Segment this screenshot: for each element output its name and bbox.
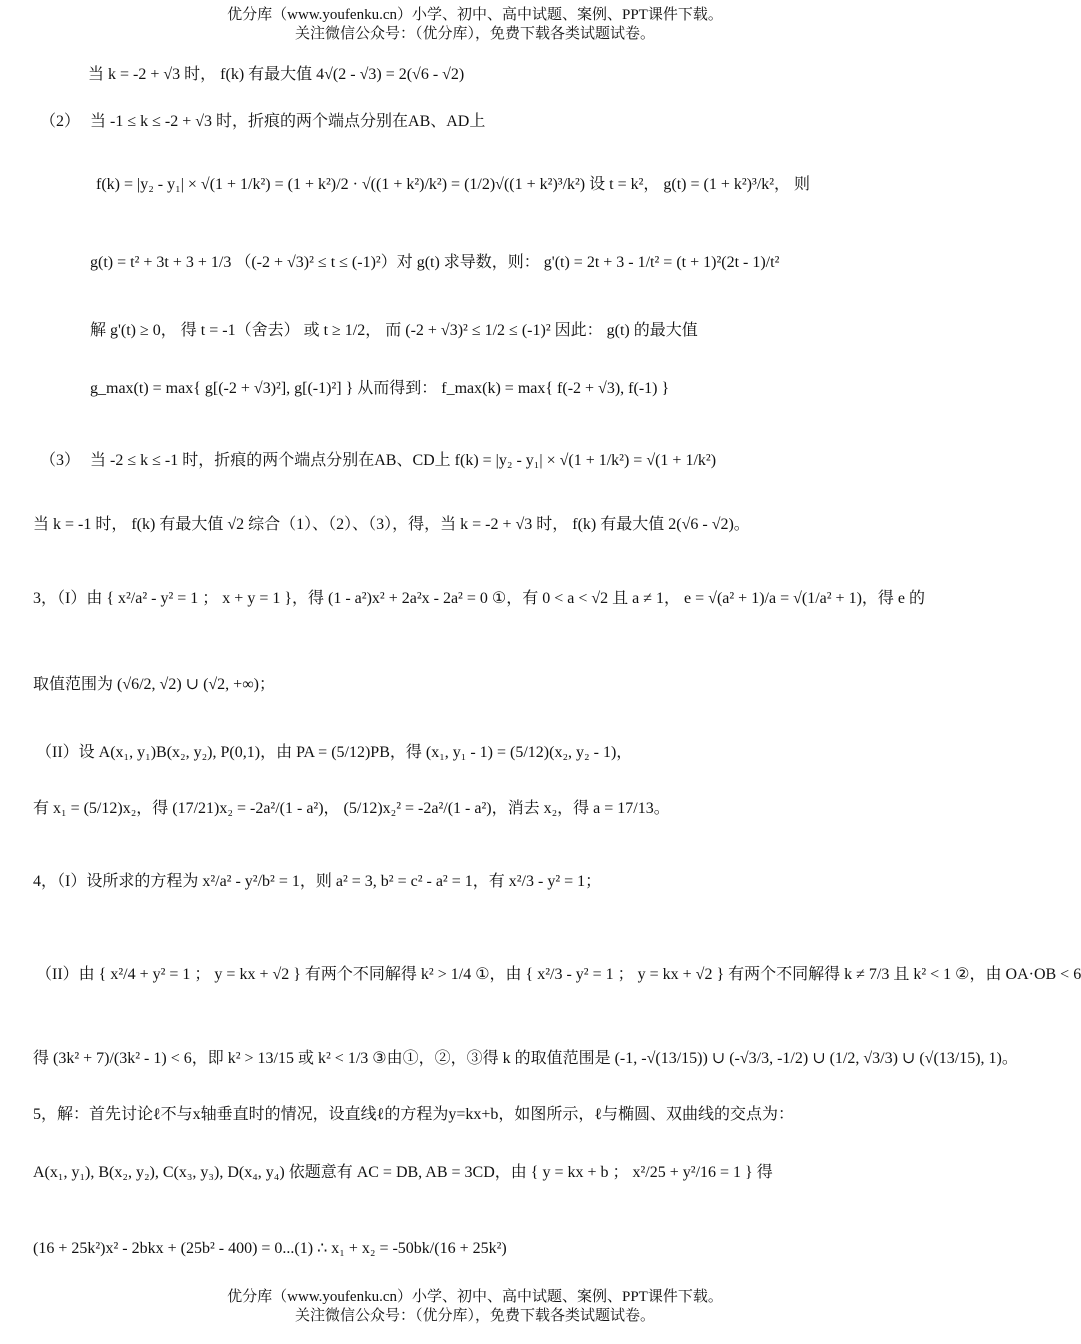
line-13: 4，（I）设所求的方程为 x²/a² - y²/b² = 1，则 a² = 3, b² = c² - a² = 1，有 x²/3 - y² = 1； xyxy=(33,873,602,890)
footer-line-1: 优分库（www.youfenku.cn）小学、初中、高中试题、案例、PPT课件下载。 xyxy=(227,1289,723,1305)
part-2-number: （2） xyxy=(40,113,81,130)
header-line-2: 关注微信公众号：（优分库），免费下载各类试题试卷。 xyxy=(294,26,655,42)
footer-line-2: 关注微信公众号：（优分库），免费下载各类试题试卷。 xyxy=(294,1308,655,1324)
line-02: 当 -1 ≤ k ≤ -2 + √3 时，折痕的两个端点分别在AB、AD上 xyxy=(90,113,486,130)
line-16: 5，解：首先讨论ℓ不与x轴垂直时的情况，设直线ℓ的方程为y=kx+b，如图所示，ℓ与椭圆、双曲线的交点为： xyxy=(33,1106,795,1123)
line-10: 取值范围为 (√6/2, √2) ∪ (√2, +∞)； xyxy=(33,676,275,693)
line-17: A(x₁, y₁), B(x₂, y₂), C(x₃, y₃), D(x₄, y₄) 依题意有 AC = DB, AB = 3CD，由 { y = kx + b ； x²/25 + y²/16 = 1 } 得 xyxy=(33,1164,773,1181)
page-footer xyxy=(0,1288,950,1326)
line-04: g(t) = t² + 3t + 3 + 1/3 （(-2 + √3)² ≤ t ≤ (-1)²）对 g(t) 求导数，则： g'(t) = 2t + 3 - 1/t² = (t + 1)²(2t - 1)/t² xyxy=(90,254,780,271)
line-07: 当 -2 ≤ k ≤ -1 时，折痕的两个端点分别在AB、CD上 f(k) = |y₂ - y₁| × √(1 + 1/k²) = √(1 + 1/k²) xyxy=(90,452,717,469)
line-18: (16 + 25k²)x² - 2bkx + (25b² - 400) = 0...(1) ∴ x₁ + x₂ = -50bk/(16 + 25k²) xyxy=(33,1240,507,1257)
part-3-number: （3） xyxy=(40,452,81,469)
line-14: （II）由 { x²/4 + y² = 1 ； y = kx + √2 } 有两个不同解得 k² > 1/4 ①，由 { x²/3 - y² = 1 ； y = kx + √2 } 有两个不同解得 k ≠ 7/3 且 k² < 1 ②，由 OA·OB < 6 xyxy=(36,966,1081,983)
line-09: 3，（I）由 { x²/a² - y² = 1 ； x + y = 1 }，得 (1 - a²)x² + 2a²x - 2a² = 0 ①，有 0 < a < √2 且 a ≠ 1， e = √(a² + 1)/a = √(1/a² + 1)，得 e 的 xyxy=(33,590,925,607)
line-08: 当 k = -1 时， f(k) 有最大值 √2 综合（1）、（2）、（3），得，当 k = -2 + √3 时， f(k) 有最大值 2(√6 - √2)。 xyxy=(33,516,750,533)
line-05: 解 g'(t) ≥ 0， 得 t = -1（舍去） 或 t ≥ 1/2， 而 (-2 + √3)² ≤ 1/2 ≤ (-1)² 因此： g(t) 的最大值 xyxy=(90,322,698,339)
header-line-1: 优分库（www.youfenku.cn）小学、初中、高中试题、案例、PPT课件下载。 xyxy=(227,7,723,23)
page-header xyxy=(0,6,950,44)
line-12: 有 x₁ = (5/12)x₂，得 (17/21)x₂ = -2a²/(1 - a²)， (5/12)x₂² = -2a²/(1 - a²)，消去 x₂，得 a = 17/13。 xyxy=(33,800,670,817)
line-15: 得 (3k² + 7)/(3k² - 1) < 6，即 k² > 13/15 或 k² < 1/3 ③由①，②，③得 k 的取值范围是 (-1, -√(13/15)) ∪ (-√3/3, -1/2) ∪ (1/2, √3/3) ∪ (√(13/15), 1)。 xyxy=(33,1050,1018,1067)
line-01: 当 k = -2 + √3 时， f(k) 有最大值 4√(2 - √3) = 2(√6 - √2) xyxy=(88,66,465,83)
line-11: （II）设 A(x₁, y₁)B(x₂, y₂), P(0,1)，由 PA = (5/12)PB，得 (x₁, y₁ - 1) = (5/12)(x₂, y₂ - 1)， xyxy=(36,744,633,761)
line-06: g_max(t) = max{ g[(-2 + √3)²], g[(-1)²] } 从而得到： f_max(k) = max{ f(-2 + √3), f(-1) } xyxy=(90,380,670,397)
line-03: f(k) = |y₂ - y₁| × √(1 + 1/k²) = (1 + k²)/2 · √((1 + k²)/k²) = (1/2)√((1 + k²)³/k²) 设 t = k²， g(t) = (1 + k²)³/k²， 则 xyxy=(96,176,811,193)
